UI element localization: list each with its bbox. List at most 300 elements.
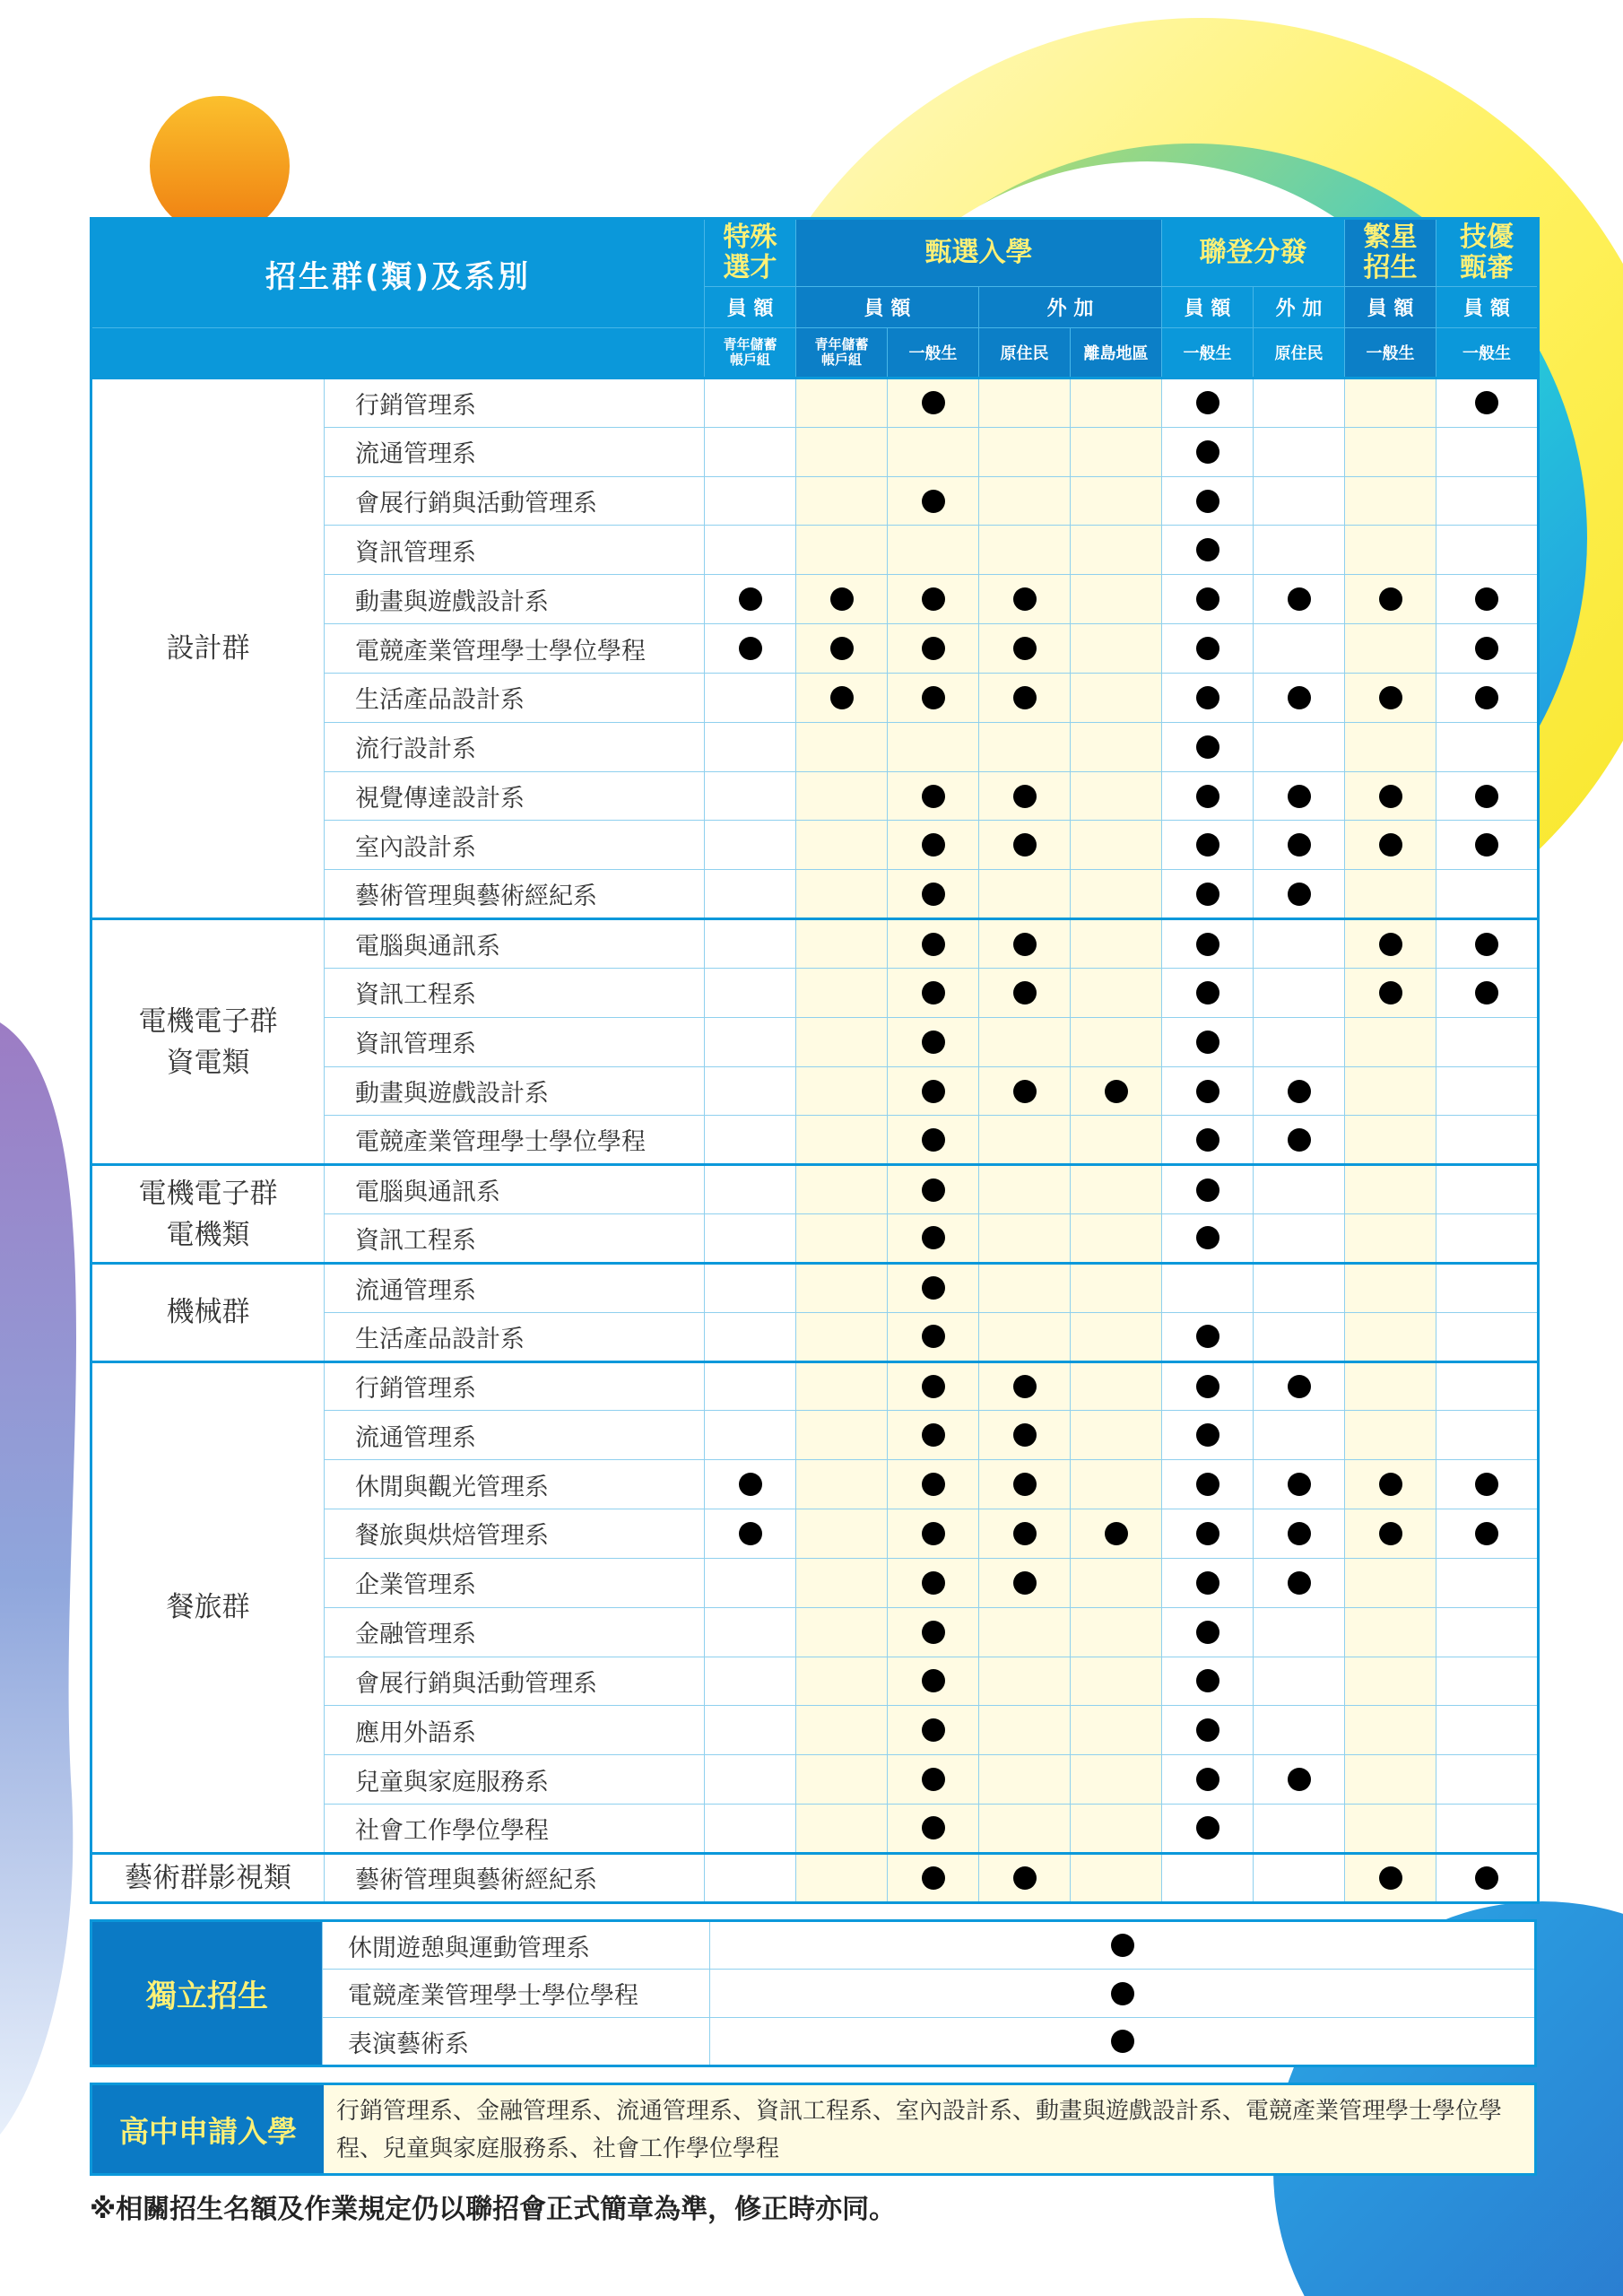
dot-mark (1475, 1522, 1498, 1545)
mark-cell (1162, 1165, 1254, 1214)
dot-mark (830, 587, 854, 611)
table-row (91, 919, 1539, 969)
dot-mark (1475, 686, 1498, 709)
dot-mark (922, 1031, 945, 1054)
mark-cell (1071, 1558, 1162, 1607)
dot-mark (1196, 1178, 1219, 1202)
header-indigenous: 原住民 (979, 328, 1071, 378)
mark-cell (1345, 968, 1436, 1017)
mark-cell (979, 1460, 1071, 1509)
dot-mark (1196, 1571, 1219, 1595)
independent-dept: 休閒遊憩與運動管理系 (323, 1921, 710, 1970)
department-name: 資訊管理系 (325, 526, 705, 575)
mark-cell (1254, 919, 1345, 969)
dot-mark (1196, 1423, 1219, 1447)
mark-cell (705, 919, 796, 969)
dot-mark (1196, 440, 1219, 464)
mark-cell (1254, 1165, 1345, 1214)
mark-cell (979, 476, 1071, 526)
dot-mark (1288, 883, 1311, 906)
header-quota: 員 額 (1436, 287, 1539, 328)
mark-cell (1071, 378, 1162, 428)
mark-cell (1436, 673, 1539, 722)
mark-cell (1436, 870, 1539, 919)
department-name: 兒童與家庭服務系 (325, 1755, 705, 1805)
mark-cell (796, 1558, 888, 1607)
mark-cell (705, 526, 796, 575)
mark-cell (1071, 1411, 1162, 1460)
department-name: 動畫與遊戲設計系 (325, 575, 705, 624)
mark-cell (888, 526, 979, 575)
mark-cell (1254, 1657, 1345, 1706)
footnote: ※相關招生名額及作業規定仍以聯招會正式簡章為準，修正時亦同。 (90, 2194, 897, 2225)
mark-cell (1345, 1165, 1436, 1214)
mark-cell (705, 1165, 796, 1214)
mark-cell (1345, 919, 1436, 969)
table-row (91, 1263, 1539, 1312)
dot-mark (922, 1816, 945, 1839)
dot-mark (1475, 1473, 1498, 1496)
mark-cell (1071, 624, 1162, 674)
mark-cell (1436, 1755, 1539, 1805)
mark-cell (979, 1706, 1071, 1755)
department-name: 電競產業管理學士學位學程 (325, 624, 705, 674)
mark-cell (705, 1460, 796, 1509)
mark-cell (1162, 476, 1254, 526)
department-name: 生活產品設計系 (325, 1312, 705, 1361)
mark-cell (979, 1017, 1071, 1066)
mark-cell (888, 1558, 979, 1607)
mark-cell (1162, 526, 1254, 575)
dot-mark (739, 1473, 762, 1496)
dot-mark (1013, 1866, 1037, 1890)
dot-mark (1013, 1080, 1037, 1103)
dot-mark (922, 1423, 945, 1447)
dot-mark (830, 686, 854, 709)
mark-cell (1254, 378, 1345, 428)
mark-cell (888, 1066, 979, 1116)
dot-mark (922, 933, 945, 956)
mark-cell (705, 1509, 796, 1559)
dot-mark (1379, 833, 1402, 857)
group-name: 電機電子群 資電類 (91, 919, 325, 1165)
department-name: 餐旅與烘焙管理系 (325, 1509, 705, 1559)
mark-cell (1345, 1755, 1436, 1805)
mark-cell (1436, 1657, 1539, 1706)
mark-cell (1162, 1657, 1254, 1706)
mark-cell (1254, 476, 1345, 526)
mark-cell (1162, 1460, 1254, 1509)
mark-cell (705, 1805, 796, 1854)
mark-cell (796, 1361, 888, 1411)
group-name: 電機電子群 電機類 (91, 1165, 325, 1264)
mark-cell (1071, 771, 1162, 821)
mark-cell (888, 1706, 979, 1755)
mark-cell (796, 624, 888, 674)
mark-cell (1345, 821, 1436, 870)
dot-mark (1013, 1423, 1037, 1447)
mark-cell (705, 821, 796, 870)
mark-cell (888, 1263, 979, 1312)
header-indigenous: 原住民 (1254, 328, 1345, 378)
mark-cell (1436, 1165, 1539, 1214)
mark-cell (888, 624, 979, 674)
department-name: 生活產品設計系 (325, 673, 705, 722)
mark-cell (1254, 1558, 1345, 1607)
mark-cell (796, 722, 888, 771)
mark-cell (1071, 1607, 1162, 1657)
mark-cell (1071, 870, 1162, 919)
dot-mark (1379, 1866, 1402, 1890)
mark-cell (1071, 1805, 1162, 1854)
department-name: 休閒與觀光管理系 (325, 1460, 705, 1509)
independent-mark (710, 1970, 1536, 2018)
dot-mark (1288, 587, 1311, 611)
mark-cell (1436, 624, 1539, 674)
mark-cell (888, 1755, 979, 1805)
independent-dept: 表演藝術系 (323, 2018, 710, 2066)
dot-mark (1013, 933, 1037, 956)
dot-mark (922, 1080, 945, 1103)
dot-mark (922, 833, 945, 857)
mark-cell (796, 1263, 888, 1312)
dot-mark (1196, 1621, 1219, 1644)
mark-cell (1162, 919, 1254, 969)
dot-mark (1013, 1473, 1037, 1496)
mark-cell (796, 1116, 888, 1165)
dot-mark (1196, 833, 1219, 857)
dot-mark (1196, 1128, 1219, 1152)
mark-cell (796, 1853, 888, 1902)
dot-mark (922, 637, 945, 660)
mark-cell (1071, 1263, 1162, 1312)
mark-cell (888, 673, 979, 722)
mark-cell (1162, 575, 1254, 624)
dot-mark (1379, 981, 1402, 1004)
mark-cell (1254, 1805, 1345, 1854)
dot-mark (1105, 1080, 1128, 1103)
mark-cell (1436, 378, 1539, 428)
mark-cell (1162, 427, 1254, 476)
department-name: 視覺傳達設計系 (325, 771, 705, 821)
mark-cell (1345, 1411, 1436, 1460)
dot-mark (1196, 587, 1219, 611)
mark-cell (705, 722, 796, 771)
department-name: 室內設計系 (325, 821, 705, 870)
mark-cell (1436, 526, 1539, 575)
mark-cell (1345, 1460, 1436, 1509)
mark-cell (705, 575, 796, 624)
dot-mark (1111, 1982, 1134, 2005)
department-name: 藝術管理與藝術經紀系 (325, 1853, 705, 1902)
dot-mark (1379, 785, 1402, 808)
mark-cell (796, 1755, 888, 1805)
mark-cell (979, 624, 1071, 674)
mark-cell (1071, 1066, 1162, 1116)
mark-cell (1254, 1460, 1345, 1509)
mark-cell (796, 771, 888, 821)
dot-mark (830, 637, 854, 660)
mark-cell (1071, 722, 1162, 771)
mark-cell (979, 968, 1071, 1017)
mark-cell (888, 821, 979, 870)
dot-mark (739, 587, 762, 611)
table-title: 招生群(類)及系別 (91, 219, 705, 328)
mark-cell (1162, 1558, 1254, 1607)
dot-mark (922, 1866, 945, 1890)
mark-cell (888, 1805, 979, 1854)
dot-mark (1111, 2030, 1134, 2053)
mark-cell (1162, 1706, 1254, 1755)
high-school-label: 高中申請入學 (92, 2085, 324, 2173)
mark-cell (888, 1657, 979, 1706)
table-row (91, 1853, 1539, 1902)
header-youth: 青年儲蓄 帳戶組 (796, 328, 888, 378)
mark-cell (979, 1361, 1071, 1411)
mark-cell (1071, 1755, 1162, 1805)
mark-cell (1162, 968, 1254, 1017)
mark-cell (796, 1657, 888, 1706)
dot-mark (1475, 391, 1498, 414)
department-name: 電競產業管理學士學位學程 (325, 1116, 705, 1165)
mark-cell (888, 919, 979, 969)
mark-cell (1071, 673, 1162, 722)
header-skill-review: 技優 甄審 (1436, 219, 1539, 287)
mark-cell (979, 1657, 1071, 1706)
dot-mark (922, 1128, 945, 1152)
dot-mark (1196, 883, 1219, 906)
mark-cell (979, 1263, 1071, 1312)
department-name: 流通管理系 (325, 1411, 705, 1460)
mark-cell (979, 1312, 1071, 1361)
mark-cell (796, 919, 888, 969)
dot-mark (1196, 933, 1219, 956)
mark-cell (705, 1361, 796, 1411)
mark-cell (1071, 526, 1162, 575)
department-name: 流通管理系 (325, 427, 705, 476)
mark-cell (796, 1805, 888, 1854)
mark-cell (1254, 968, 1345, 1017)
mark-cell (1345, 1607, 1436, 1657)
mark-cell (1071, 1312, 1162, 1361)
dot-mark (1196, 785, 1219, 808)
dot-mark (922, 686, 945, 709)
header-general: 一般生 (888, 328, 979, 378)
mark-cell (796, 378, 888, 428)
mark-cell (888, 1509, 979, 1559)
mark-cell (796, 526, 888, 575)
header-star-admission: 繁星 招生 (1345, 219, 1436, 287)
dot-mark (1196, 981, 1219, 1004)
mark-cell (705, 1657, 796, 1706)
department-name: 金融管理系 (325, 1607, 705, 1657)
dot-mark (1475, 1866, 1498, 1890)
department-name: 會展行銷與活動管理系 (325, 476, 705, 526)
mark-cell (1071, 1657, 1162, 1706)
header-spacer (91, 328, 705, 378)
mark-cell (1345, 526, 1436, 575)
mark-cell (1162, 1066, 1254, 1116)
mark-cell (888, 476, 979, 526)
dot-mark (739, 1522, 762, 1545)
dot-mark (1475, 833, 1498, 857)
mark-cell (888, 1853, 979, 1902)
mark-cell (979, 1558, 1071, 1607)
independent-mark (710, 2018, 1536, 2066)
dot-mark (1379, 686, 1402, 709)
mark-cell (1162, 1116, 1254, 1165)
mark-cell (1345, 1853, 1436, 1902)
dot-mark (1288, 686, 1311, 709)
header-joint-distribution: 聯登分發 (1162, 219, 1345, 287)
mark-cell (1162, 1017, 1254, 1066)
mark-cell (1162, 1312, 1254, 1361)
mark-cell (796, 1214, 888, 1264)
group-name: 餐旅群 (91, 1361, 325, 1853)
dot-mark (922, 1669, 945, 1692)
mark-cell (705, 1214, 796, 1264)
mark-cell (888, 968, 979, 1017)
mark-cell (1254, 624, 1345, 674)
mark-cell (1345, 870, 1436, 919)
mark-cell (1254, 1411, 1345, 1460)
high-school-depts: 行銷管理系、金融管理系、流通管理系、資訊工程系、室內設計系、動畫與遊戲設計系、電競產業管理學士學位學程、兒童與家庭服務系、社會工作學位學程 (324, 2085, 1534, 2173)
dot-mark (1379, 1522, 1402, 1545)
department-name: 社會工作學位學程 (325, 1805, 705, 1854)
mark-cell (796, 476, 888, 526)
dot-mark (1196, 686, 1219, 709)
mark-cell (705, 1312, 796, 1361)
mark-cell (796, 1312, 888, 1361)
header-quota: 員 額 (705, 287, 796, 328)
dot-mark (1288, 1473, 1311, 1496)
mark-cell (888, 1312, 979, 1361)
mark-cell (1254, 771, 1345, 821)
header-general: 一般生 (1162, 328, 1254, 378)
mark-cell (888, 1607, 979, 1657)
mark-cell (1436, 427, 1539, 476)
mark-cell (1071, 1853, 1162, 1902)
mark-cell (705, 1017, 796, 1066)
mark-cell (1436, 575, 1539, 624)
mark-cell (979, 1411, 1071, 1460)
dot-mark (1196, 1226, 1219, 1249)
header-extra: 外 加 (979, 287, 1162, 328)
mark-cell (979, 526, 1071, 575)
table-row (91, 1165, 1539, 1214)
mark-cell (1436, 1460, 1539, 1509)
mark-cell (979, 870, 1071, 919)
mark-cell (1345, 476, 1436, 526)
mark-cell (1162, 378, 1254, 428)
dot-mark (1013, 587, 1037, 611)
mark-cell (796, 1607, 888, 1657)
mark-cell (1071, 575, 1162, 624)
dot-mark (922, 1473, 945, 1496)
mark-cell (1162, 1853, 1254, 1902)
dot-mark (1379, 1473, 1402, 1496)
mark-cell (796, 427, 888, 476)
independent-dept: 電競產業管理學士學位學程 (323, 1970, 710, 2018)
mark-cell (796, 1017, 888, 1066)
group-name: 機械群 (91, 1263, 325, 1361)
dot-mark (922, 1621, 945, 1644)
mark-cell (1071, 1706, 1162, 1755)
mark-cell (979, 1805, 1071, 1854)
mark-cell (705, 870, 796, 919)
mark-cell (1436, 1853, 1539, 1902)
mark-cell (1436, 968, 1539, 1017)
mark-cell (796, 1066, 888, 1116)
mark-cell (1436, 771, 1539, 821)
mark-cell (1071, 1460, 1162, 1509)
mark-cell (1436, 476, 1539, 526)
dot-mark (1288, 1080, 1311, 1103)
dot-mark (1196, 1669, 1219, 1692)
dot-mark (922, 883, 945, 906)
dot-mark (922, 1178, 945, 1202)
mark-cell (1071, 1116, 1162, 1165)
mark-cell (1345, 427, 1436, 476)
mark-cell (796, 1509, 888, 1559)
mark-cell (1436, 1509, 1539, 1559)
mark-cell (1254, 1017, 1345, 1066)
header-extra: 外 加 (1254, 287, 1345, 328)
independent-mark (710, 1921, 1536, 1970)
group-name: 設計群 (91, 378, 325, 919)
dot-mark (739, 637, 762, 660)
mark-cell (888, 870, 979, 919)
dot-mark (1475, 637, 1498, 660)
mark-cell (1162, 1411, 1254, 1460)
mark-cell (888, 378, 979, 428)
mark-cell (796, 575, 888, 624)
mark-cell (888, 722, 979, 771)
dot-mark (1013, 785, 1037, 808)
mark-cell (705, 1558, 796, 1607)
header-general: 一般生 (1345, 328, 1436, 378)
mark-cell (1436, 821, 1539, 870)
mark-cell (705, 378, 796, 428)
department-name: 行銷管理系 (325, 378, 705, 428)
mark-cell (888, 1017, 979, 1066)
mark-cell (1162, 1263, 1254, 1312)
dot-mark (1196, 391, 1219, 414)
mark-cell (796, 1411, 888, 1460)
mark-cell (1345, 1509, 1436, 1559)
dot-mark (1196, 637, 1219, 660)
mark-cell (888, 1116, 979, 1165)
mark-cell (796, 1460, 888, 1509)
mark-cell (705, 1411, 796, 1460)
mark-cell (1071, 1361, 1162, 1411)
mark-cell (796, 968, 888, 1017)
department-name: 藝術管理與藝術經紀系 (325, 870, 705, 919)
dot-mark (1475, 981, 1498, 1004)
mark-cell (1436, 1263, 1539, 1312)
mark-cell (1345, 624, 1436, 674)
mark-cell (1162, 1509, 1254, 1559)
mark-cell (1071, 821, 1162, 870)
dot-mark (922, 1276, 945, 1300)
department-name: 行銷管理系 (325, 1361, 705, 1411)
mark-cell (1436, 1312, 1539, 1361)
dot-mark (1475, 587, 1498, 611)
department-name: 流通管理系 (325, 1263, 705, 1312)
dot-mark (922, 1571, 945, 1595)
dot-mark (1196, 1473, 1219, 1496)
mark-cell (1254, 526, 1345, 575)
